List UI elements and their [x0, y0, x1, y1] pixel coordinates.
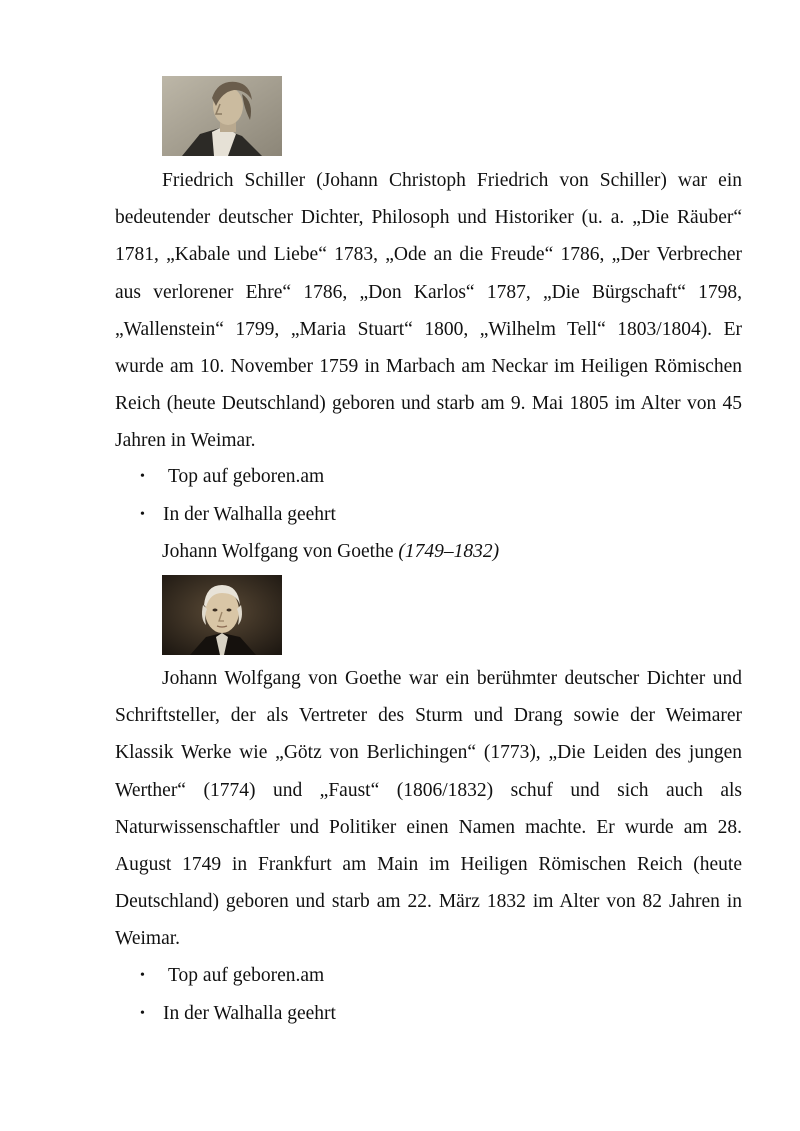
goethe-name: Johann Wolfgang von Goethe [162, 541, 394, 562]
bullet-icon: • [140, 968, 145, 983]
bullet-text: Top auf geboren.am [168, 466, 325, 487]
schiller-biography: Friedrich Schiller (Johann Christoph Friedrich von Schiller) war ein bedeutender deutscher Dichter, Philosoph und Historiker (u. a. „Die Räuber“ 1781, „Kabale und Liebe“ 1783, „Ode an die Freude“ 1786, „Der Verbrecher aus verlorener Ehre“ 1786, „Don Karlos“ 1787, „Die Bürgschaft“ 1798, „Wallenstein“ 1799, „Maria Stuart“ 1800, „Wilhelm Tell“ 1803/1804). Er wurde am 10. November 1759 in Marbach am Neckar im Heiligen Römischen Reich (heute Deutschland) geboren und starb am 9. Mai 1805 im Alter von 45 Jahren in Weimar. [115, 170, 742, 452]
bullet-text: In der Walhalla geehrt [163, 1002, 336, 1024]
bullet-text: In der Walhalla geehrt [163, 503, 336, 525]
goethe-biography: Johann Wolfgang von Goethe war ein berühmter deutscher Dichter und Schriftsteller, der als Vertreter des Sturm und Drang sowie der Weimarer Klassik Werke wie „Götz von Berlichingen“ (1773), „Die Leiden des jungen Werther“ (1774) und „Faust“ (1806/1832) schuf und sich auch als Naturwissenschaftler und Politiker einen Namen machte. Er wurde am 28. August 1749 in Frankfurt am Main im Heiligen Römischen Reich (heute Deutschland) geboren und starb am 22. März 1832 im Alter von 82 Jahren in Weimar. [115, 668, 742, 950]
goethe-caption [162, 533, 499, 570]
bullet-icon: • [140, 506, 145, 522]
schiller-portrait [162, 76, 282, 156]
bullet-icon: • [140, 1005, 145, 1021]
goethe-years: (1749–1832) [398, 541, 500, 562]
goethe-portrait [162, 575, 282, 655]
bullet-icon: • [140, 469, 145, 484]
bullet-text: Top auf geboren.am [168, 965, 325, 986]
